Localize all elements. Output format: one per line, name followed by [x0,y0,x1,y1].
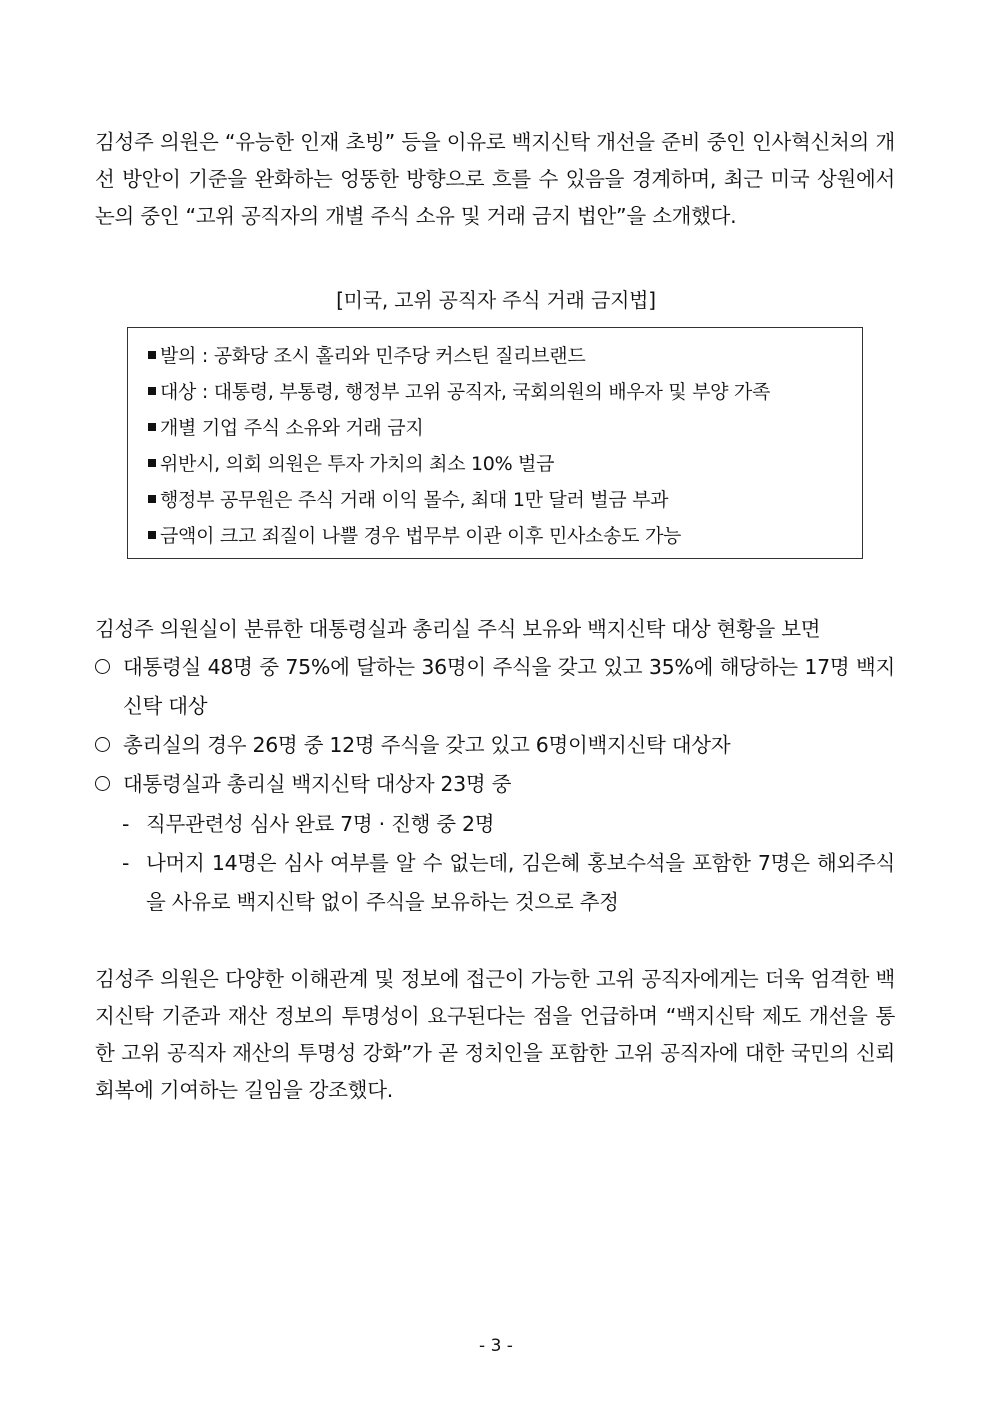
circle-bullet-icon [95,659,110,674]
law-summary-item-text: 행정부 공무원은 주식 거래 이익 몰수, 최대 1만 달러 벌금 부과 [160,489,669,511]
law-summary-list [128,328,862,554]
law-summary-item [148,482,862,518]
circle-bullet-icon [95,776,110,791]
status-subitem [122,805,895,844]
box-title: [미국, 고위 공직자 주식 거래 금지법] [336,288,656,312]
square-bullet-icon [148,387,156,395]
dash-bullet-icon: - [122,812,130,836]
status-item [95,648,895,726]
square-bullet-icon [148,423,156,431]
law-summary-item [148,338,862,374]
square-bullet-icon [148,531,156,539]
square-bullet-icon [148,459,156,467]
status-list [95,648,895,804]
status-subitem-text: 직무관련성 심사 완료 7명 · 진행 중 2명 [146,812,495,836]
status-subitem-text: 나머지 14명은 심사 여부를 알 수 없는데, 김은혜 홍보수석을 포함한 7명은 해외주식을 사유로 백지신탁 없이 주식을 보유하는 것으로 추정 [146,851,895,914]
status-item-text: 대통령실과 총리실 백지신탁 대상자 23명 중 [123,772,512,796]
dash-bullet-icon: - [122,851,130,875]
law-summary-item [148,446,862,482]
status-subitem [122,844,895,922]
status-item [95,726,895,765]
law-summary-item [148,518,862,554]
circle-bullet-icon [95,737,110,752]
law-summary-item-text: 금액이 크고 죄질이 나쁠 경우 법무부 이관 이후 민사소송도 가능 [160,525,682,547]
status-intro-paragraph: 김성주 의원실이 분류한 대통령실과 총리실 주식 보유와 백지신탁 대상 현황을 보면 [95,617,821,641]
law-summary-item-text: 개별 기업 주식 소유와 거래 금지 [160,417,424,439]
status-item-text: 총리실의 경우 26명 중 12명 주식을 갖고 있고 6명이백지신탁 대상자 [123,733,731,757]
law-summary-item [148,410,862,446]
conclusion-paragraph: 김성주 의원은 다양한 이해관계 및 정보에 접근이 가능한 고위 공직자에게는 더욱 엄격한 백지신탁 기준과 재산 정보의 투명성이 요구된다는 점을 언급하며 “백지신탁 제도 개선을 통한 고위 공직자 재산의 투명성 강화”가 곧 정치인을 포함한 고위 공직자에 대한 국민의 신뢰 회복에 기여하는 길임을 강조했다. [95,967,895,1102]
intro-paragraph: 김성주 의원은 “유능한 인재 초빙” 등을 이유로 백지신탁 개선을 준비 중인 인사혁신처의 개선 방안이 기준을 완화하는 엉뚱한 방향으로 흐를 수 있음을 경계하며, 최근 미국 상원에서 논의 중인 “고위 공직자의 개별 주식 소유 및 거래 금지 법안”을 소개했다. [95,130,895,228]
law-summary-box [127,327,863,559]
law-summary-item-text: 위반시, 의회 의원은 투자 가치의 최소 10% 벌금 [160,453,555,475]
law-summary-item-text: 발의 : 공화당 조시 홀리와 민주당 커스틴 질리브랜드 [160,345,586,367]
law-summary-item [148,374,862,410]
status-item-text: 대통령실 48명 중 75%에 달하는 36명이 주식을 갖고 있고 35%에 해당하는 17명 백지신탁 대상 [123,655,895,718]
law-summary-item-text: 대상 : 대통령, 부통령, 행정부 고위 공직자, 국회의원의 배우자 및 부양 가족 [160,381,771,403]
square-bullet-icon [148,495,156,503]
status-sublist [122,805,895,922]
square-bullet-icon [148,351,156,359]
page-number: - 3 - [479,1336,513,1356]
status-item [95,765,895,804]
